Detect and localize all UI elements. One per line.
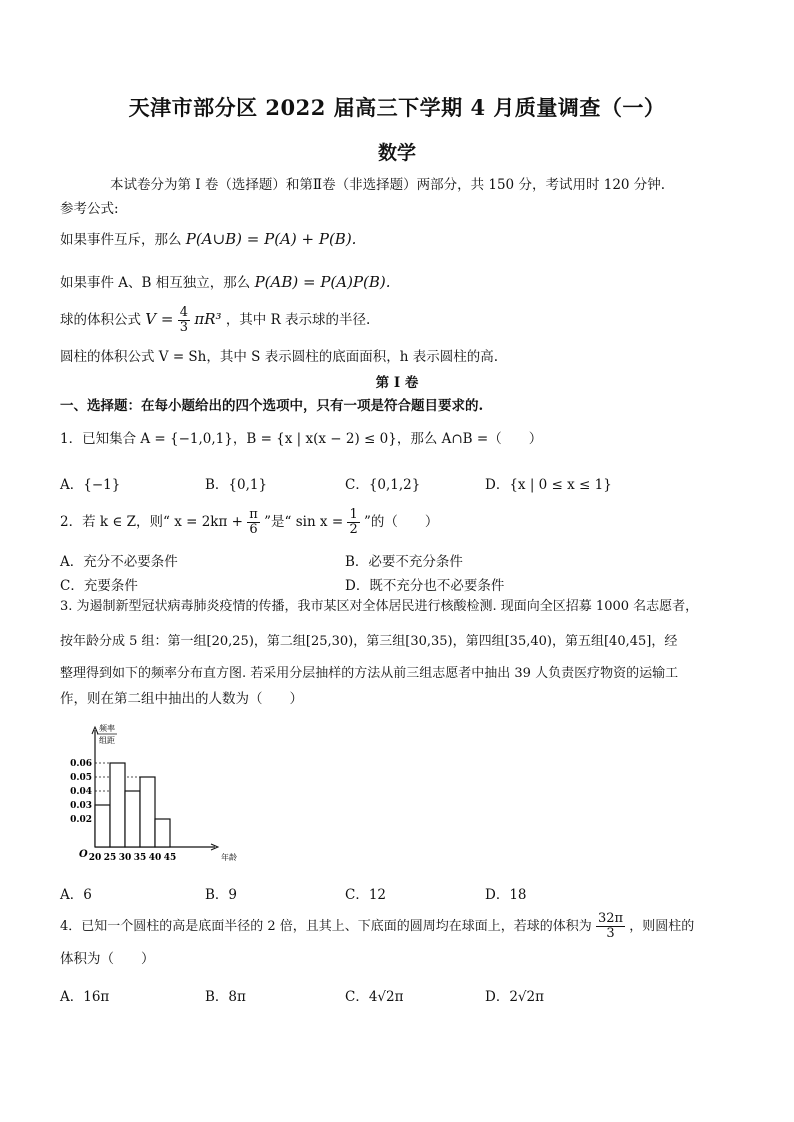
- y-axis-label-top: 频率: [99, 724, 115, 733]
- x-tick-label: 30: [118, 853, 132, 863]
- y-tick-label: 0.05: [70, 773, 92, 783]
- q3-option-b[interactable]: B．9: [205, 887, 238, 903]
- q2-stem-c: ”的（ ）: [364, 514, 439, 530]
- x-tick-label: 20: [88, 853, 102, 863]
- q2-option-c[interactable]: C．充要条件: [60, 578, 138, 594]
- x-axis-label: 年龄: [221, 853, 237, 862]
- q2-fraction-1: [247, 508, 260, 537]
- q1-option-c[interactable]: C．{0,1,2}: [345, 477, 421, 493]
- q2-option-b[interactable]: B．必要不充分条件: [345, 554, 463, 570]
- x-tick-label: 35: [133, 853, 147, 863]
- formula-1-text: 如果事件互斥，那么: [60, 232, 182, 248]
- formula-3-numerator: 4: [179, 305, 189, 320]
- y-tick-label: 0.06: [70, 759, 92, 769]
- q4-option-d[interactable]: D．2√2π: [485, 989, 544, 1005]
- formula-4: 圆柱的体积公式 V = Sh，其中 S 表示圆柱的底面面积，h 表示圆柱的高.: [60, 349, 498, 365]
- q2-stem-b: ”是“ sin x =: [264, 514, 344, 530]
- q4-fraction-denominator: 3: [606, 926, 615, 941]
- exam-title: 天津市部分区 2022 届高三下学期 4 月质量调查（一）: [128, 95, 666, 120]
- y-tick-label: 0.03: [70, 801, 92, 811]
- q1-stem: 1．已知集合 A = {−1,0,1}，B = {x | x(x − 2) ≤ 0}，那么 A∩B =（ ）: [60, 431, 543, 447]
- q1-option-b[interactable]: B．{0,1}: [205, 477, 268, 493]
- origin-label: O: [79, 849, 88, 860]
- q2-option-d[interactable]: D．既不充分也不必要条件: [345, 578, 505, 594]
- q4-fraction: [596, 912, 625, 941]
- q1-option-a[interactable]: A．{−1}: [60, 477, 121, 493]
- q4-option-a[interactable]: A．16π: [60, 989, 110, 1005]
- q2-stem: [60, 508, 438, 537]
- q2-fraction-2: [347, 508, 359, 537]
- histogram-bar: [155, 819, 170, 847]
- histogram-bar: [140, 777, 155, 847]
- q4-option-c[interactable]: C．4√2π: [345, 989, 404, 1005]
- q2-option-a[interactable]: A．充分不必要条件: [60, 554, 178, 570]
- q2-fraction-1-denominator: 6: [249, 522, 258, 537]
- q3-option-a[interactable]: A．6: [60, 887, 92, 903]
- q4-line-1a: 4．已知一个圆柱的高是底面半径的 2 倍，且其上、下底面的圆周均在球面上，若球的体积为: [60, 919, 592, 934]
- y-axis-label-bottom: 组距: [99, 736, 115, 745]
- q3-line-3: 整理得到如下的频率分布直方图. 若采用分层抽样的方法从前三组志愿者中抽出 39 人负责医疗物资的运输工: [60, 666, 679, 681]
- formula-title: 参考公式:: [60, 201, 119, 217]
- formula-2: [60, 273, 391, 292]
- formula-3-denominator: 3: [179, 320, 189, 335]
- q4-line-2: 体积为（ ）: [60, 951, 155, 967]
- q3-option-c[interactable]: C．12: [345, 887, 387, 903]
- formula-3-text-b: ，其中 R 表示球的半径.: [225, 312, 371, 328]
- formula-3: [60, 306, 370, 335]
- section-heading: 一、选择题：在每小题给出的四个选项中，只有一项是符合题目要求的.: [60, 398, 484, 414]
- q3-line-2: 按年龄分成 5 组：第一组[20,25)，第二组[25,30)，第三组[30,35)，第四组[35,40)，第五组[40,45]，经: [60, 634, 678, 649]
- formula-1-math: P(A∪B) = P(A) + P(B).: [185, 230, 357, 248]
- histogram-bar: [125, 791, 140, 847]
- formula-2-math: P(AB) = P(A)P(B).: [254, 273, 391, 291]
- histogram-bar: [95, 805, 110, 847]
- x-tick-label: 45: [163, 853, 177, 863]
- exam-subject: 数学: [377, 142, 416, 164]
- formula-3-text-a: 球的体积公式: [60, 312, 141, 328]
- formula-3-math-b: πR³: [194, 310, 222, 328]
- q2-stem-a: 2．若 k ∈ Z，则“ x = 2kπ +: [60, 514, 243, 530]
- q4-fraction-numerator: 32π: [597, 911, 624, 926]
- x-tick-label: 40: [148, 853, 162, 863]
- formula-3-math-a: V =: [145, 310, 174, 328]
- y-tick-label: 0.04: [70, 787, 92, 797]
- x-tick-label: 25: [103, 853, 117, 863]
- formula-3-fraction: [178, 306, 190, 335]
- formula-2-text: 如果事件 A、B 相互独立，那么: [60, 275, 251, 291]
- intro-line: 本试卷分为第 I 卷（选择题）和第Ⅱ卷（非选择题）两部分，共 150 分，考试用时 120 分钟.: [110, 177, 666, 193]
- q3-option-d[interactable]: D．18: [485, 887, 527, 903]
- q4-line-1: [60, 912, 694, 941]
- q2-fraction-2-denominator: 2: [349, 522, 358, 537]
- q2-fraction-2-numerator: 1: [349, 507, 358, 522]
- formula-1: [60, 230, 356, 249]
- q3-line-4: 作，则在第二组中抽出的人数为（ ）: [60, 691, 303, 707]
- q3-line-1: 3. 为遏制新型冠状病毒肺炎疫情的传播，我市某区对全体居民进行核酸检测. 现面向全区招募 1000 名志愿者，: [60, 599, 699, 614]
- frequency-histogram: [70, 722, 237, 867]
- q2-fraction-1-numerator: π: [249, 507, 258, 522]
- y-tick-label: 0.02: [70, 815, 92, 825]
- q1-option-d[interactable]: D．{x | 0 ≤ x ≤ 1}: [485, 477, 612, 493]
- q4-line-1b: ，则圆柱的: [629, 919, 695, 934]
- q4-option-b[interactable]: B．8π: [205, 989, 246, 1005]
- histogram-bar: [110, 763, 125, 847]
- part1-heading: 第 I 卷: [375, 375, 419, 391]
